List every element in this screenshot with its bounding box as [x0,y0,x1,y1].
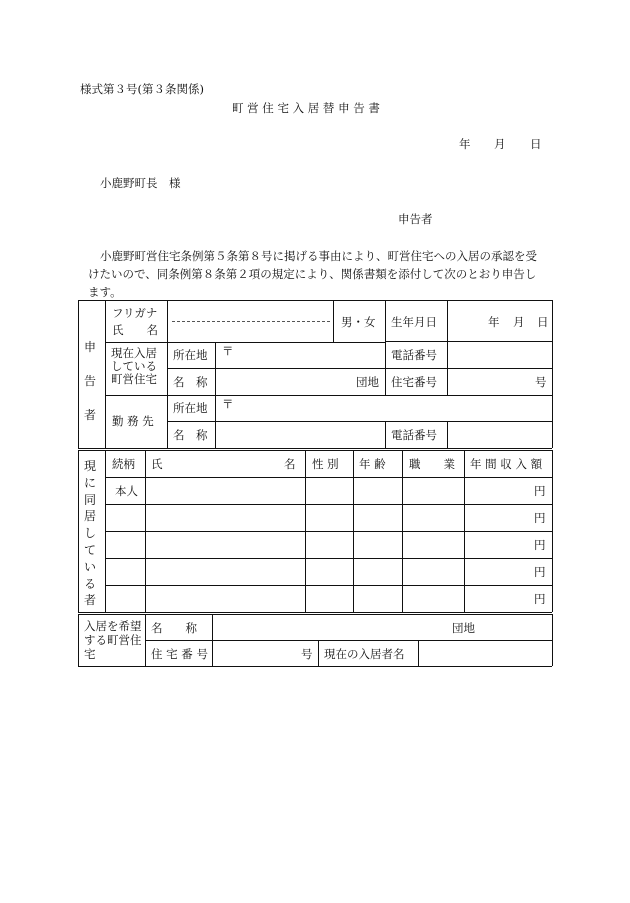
phone-label: 電話番号 [391,348,437,362]
desired-danchi: 団地 [452,621,475,635]
postal-mark: 〒 [222,344,234,358]
rule [318,640,319,666]
rule [167,368,552,369]
go-label: 号 [535,375,547,389]
rule [78,614,79,666]
rule [78,614,552,615]
work-name-label: 名 称 [173,428,208,442]
location-label: 所在地 [173,348,208,362]
furigana-divider [172,321,330,322]
header-name-a: 氏 [151,457,163,471]
applicant-section-label: 申告者 [84,340,97,422]
row-yen: 円 [534,511,546,525]
name-label: 氏 名 [112,323,158,337]
rule [212,614,213,666]
declarant-label: 申告者 [398,212,433,226]
desired-house-number-label: 住 宅 番 号 [151,647,208,661]
rule [353,450,354,612]
header-name-b: 名 [284,457,296,471]
body-line-2: けたいので、同条例第８条第２項の規定により、関係書類を添付して次のとおり申告し [88,267,537,281]
gender-field[interactable]: 男・女 [341,315,376,329]
row-yen: 円 [534,592,546,606]
birth-day: 日 [537,315,549,329]
header-job: 職 業 [409,457,455,471]
form-number: 様式第３号(第３条関係) [80,82,204,96]
rule [552,450,553,612]
rule [552,300,553,448]
date-year: 年 [459,137,471,151]
birth-month: 月 [513,315,525,329]
work-location-label: 所在地 [173,401,208,415]
rule [385,341,552,342]
current-resident-label: 現在の入居者名 [324,647,405,661]
rule [78,612,552,613]
rule [78,450,552,451]
desired-section-label: 入居を希望する町営住宅 [84,619,142,661]
rule [78,300,79,448]
document-title: 町 営 住 宅 入 居 替 申 告 書 [232,101,380,115]
rule [78,666,552,667]
rule [105,585,552,586]
current-housing-label: 現在入居している町営住宅 [111,346,157,386]
household-section-label: 現に同居している者 [84,459,97,608]
rule [552,614,553,666]
work-postal-mark: 〒 [222,397,234,411]
row-yen: 円 [534,565,546,579]
rule [167,342,385,343]
rule [385,300,386,395]
rule [167,421,552,422]
header-sex: 性 別 [312,457,339,471]
rule [105,558,552,559]
rule [105,531,552,532]
body-line-1: 小鹿野町営住宅条例第５条第８号に掲げる事由により、町営住宅への入居の承認を受 [100,249,537,263]
row-yen: 円 [534,484,546,498]
header-relation: 続柄 [112,457,135,471]
rule [385,421,386,448]
rule [145,640,552,641]
rule [105,477,552,478]
rule [215,395,216,448]
house-number-label: 住宅番号 [391,375,437,389]
work-phone-label: 電話番号 [391,428,437,442]
rule [418,640,419,666]
header-income: 年 間 収 入 額 [470,457,543,471]
addressee: 小鹿野町長 様 [100,176,181,190]
date-day: 日 [530,137,542,151]
rule [78,448,552,449]
rule [105,450,106,612]
rule [105,300,106,448]
birth-year: 年 [488,315,500,329]
rule [78,300,552,301]
rule [105,504,552,505]
row-yen: 円 [534,538,546,552]
rule [167,300,168,448]
rule [447,300,448,395]
birthdate-label: 生年月日 [391,315,437,329]
rule [78,450,79,612]
rule [215,342,216,395]
rule [305,450,306,612]
rule [145,450,146,612]
workplace-label: 勤 務 先 [112,414,154,428]
housing-name-label: 名 称 [173,375,208,389]
rule [105,395,552,396]
row-relation: 本人 [115,484,138,498]
rule [447,421,448,448]
desired-go: 号 [301,647,313,661]
desired-name-label: 名 称 [151,621,197,635]
rule [464,450,465,612]
furigana-label: フリガナ [112,306,158,320]
rule [402,450,403,612]
rule [105,342,167,343]
date-month: 月 [494,137,506,151]
danchi-label: 団地 [356,375,379,389]
header-age: 年 齢 [359,457,386,471]
body-line-3: ます。 [88,285,122,299]
rule [333,300,334,342]
rule [145,614,146,666]
